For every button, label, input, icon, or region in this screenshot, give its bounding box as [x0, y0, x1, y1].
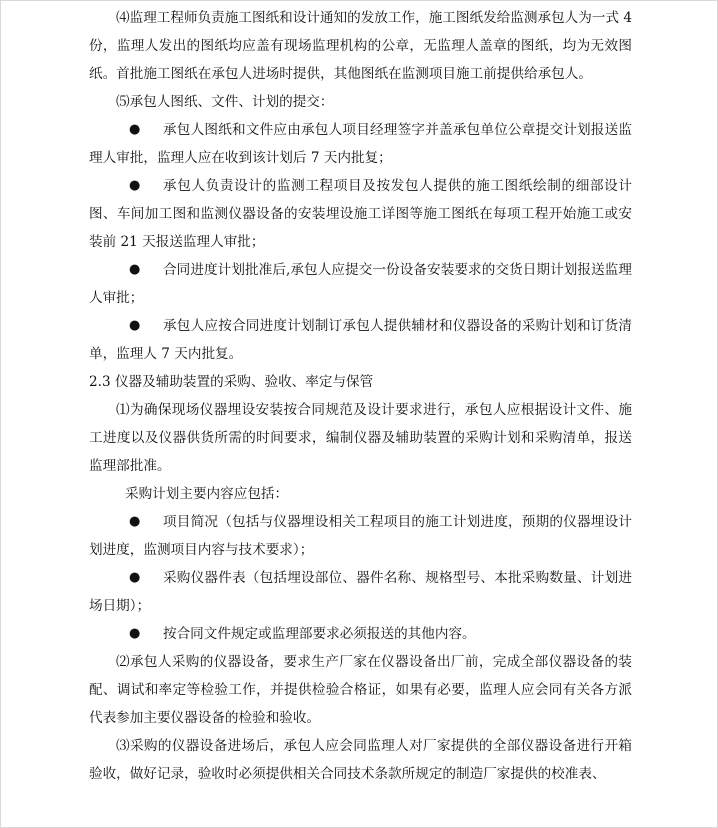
bullet-text: 合同进度计划批准后,承包人应提交一份设备安装要求的交货日期计划报送监理人审批；	[89, 262, 632, 306]
bullet-item	[89, 116, 632, 172]
bullet-item	[89, 564, 632, 620]
bullet-dot: ●	[129, 626, 141, 641]
paragraph: ⑸承包人图纸、文件、计划的提交：	[116, 94, 334, 110]
bullet-item	[89, 172, 632, 256]
bullet-dot: ●	[129, 262, 141, 277]
bullet-text: 承包人图纸和文件应由承包人项目经理签字并盖承包单位公章提交计划报送监理人审批，监理人应在收到该计划后 7 天内批复；	[89, 122, 632, 166]
bullet-dot: ●	[129, 318, 141, 333]
paragraph: ⑶采购的仪器设备进场后，承包人应会同监理人对厂家提供的全部仪器设备进行开箱验收，做好记录，验收时必须提供相关合同技术条款所规定的制造厂家提供的校准表、	[89, 738, 632, 782]
bullet-dot: ●	[129, 514, 141, 529]
paragraph: ⑷监理工程师负责施工图纸和设计通知的发放工作，施工图纸发给监测承包人为一式 4 份，监理人发出的图纸均应盖有现场监理机构的公章，无监理人盖章的图纸，均为无效图纸。首批施工图纸在承包人进场时提供，其他图纸在监测项目施工前提供给承包人。	[89, 10, 632, 82]
bullet-text: 承包人负责设计的监测工程项目及按发包人提供的施工图纸绘制的细部设计图、车间加工图和监测仪器设备的安装埋设施工详图等施工图纸在每项工程开始施工或安装前 21 天报送监理人审批；	[89, 178, 632, 250]
bullet-text: 按合同文件规定或监理部要求必须报送的其他内容。	[163, 626, 476, 642]
bullet-item	[89, 312, 632, 368]
paragraph: ⑵承包人采购的仪器设备，要求生产厂家在仪器设备出厂前，完成全部仪器设备的装配、调试和率定等检验工作，并提供检验合格证，如果有必要，监理人应会同有关各方派代表参加主要仪器设备的检验和验收。	[89, 654, 632, 726]
paragraph: 采购计划主要内容应包括：	[125, 486, 289, 502]
paragraph: ⑴为确保现场仪器埋设安装按合同规范及设计要求进行，承包人应根据设计文件、施工进度以及仪器供货所需的时间要求，编制仪器及辅助装置的采购计划和采购清单，报送监理部批准。	[89, 402, 632, 474]
bullet-dot: ●	[129, 122, 141, 137]
section-heading: 2.3 仪器及辅助装置的采购、验收、率定与保管	[89, 374, 374, 390]
bullet-dot: ●	[129, 570, 141, 585]
bullet-item	[89, 620, 632, 648]
bullet-dot: ●	[129, 178, 141, 193]
bullet-item	[89, 508, 632, 564]
bullet-text: 采购仪器件表（包括埋设部位、器件名称、规格型号、本批采购数量、计划进场日期）；	[89, 570, 632, 614]
bullet-text: 承包人应按合同进度计划制订承包人提供辅材和仪器设备的采购计划和订货清单，监理人 7 天内批复。	[89, 318, 632, 362]
document-body	[89, 4, 632, 788]
bullet-item	[89, 256, 632, 312]
bullet-text: 项目简况（包括与仪器埋设相关工程项目的施工计划进度，预期的仪器埋设计划进度，监测项目内容与技术要求）；	[89, 514, 632, 558]
